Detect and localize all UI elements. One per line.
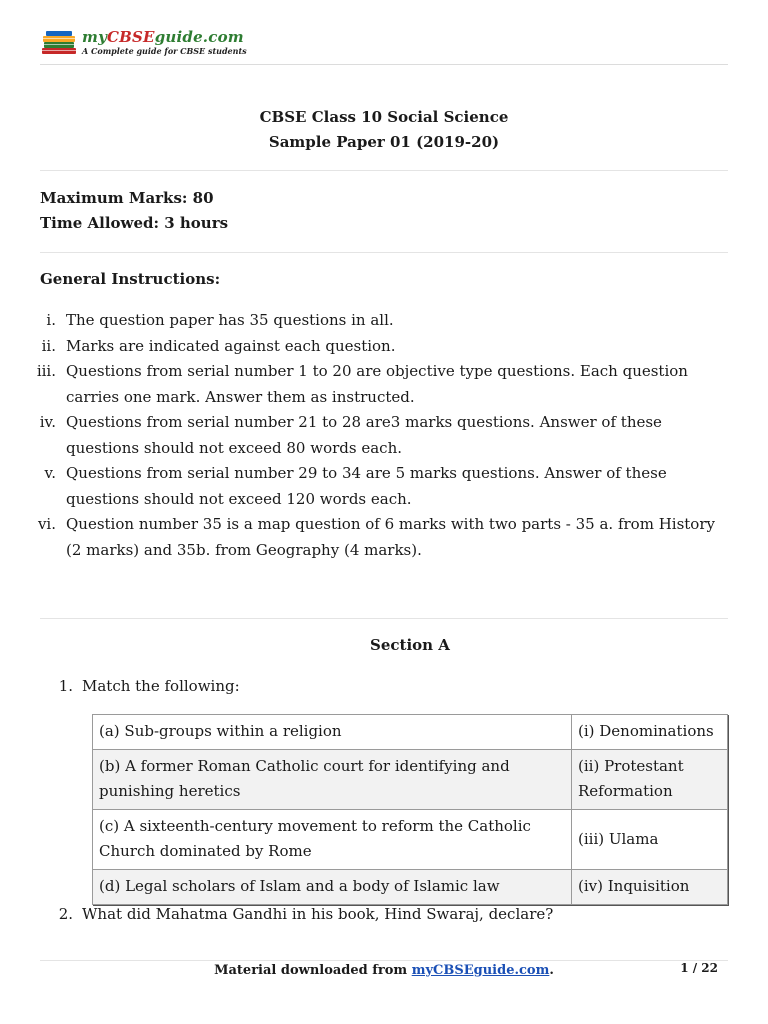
footer-text: Material downloaded from <box>214 963 412 978</box>
page-header <box>40 22 728 65</box>
footer-divider <box>40 960 728 961</box>
instructions-list <box>36 308 728 563</box>
site-logo[interactable] <box>40 26 247 58</box>
instruction-text: Marks are indicated against each question. <box>66 336 396 355</box>
match-right-cell: (iii) Ulama <box>572 810 728 870</box>
instruction-number: iv. <box>39 413 56 431</box>
match-right-cell: (i) Denominations <box>572 715 728 750</box>
instruction-item <box>37 512 728 563</box>
paper-subtitle: Sample Paper 01 (2019-20) <box>268 133 500 151</box>
table-row <box>93 750 728 810</box>
instruction-item <box>40 461 728 512</box>
question-number: 1. <box>58 677 73 695</box>
instruction-text: Questions from serial number 29 to 34 are 5 marks questions. Answer of these questions should not exceed 120 words each. <box>66 464 667 508</box>
divider <box>40 618 728 619</box>
instructions-heading: General Instructions: <box>40 270 221 288</box>
instruction-number: v. <box>44 464 56 482</box>
table-row <box>93 870 728 905</box>
paper-title: CBSE Class 10 Social Science <box>259 108 509 126</box>
instruction-item <box>36 359 728 410</box>
match-left-cell: (b) A former Roman Catholic court for identifying and punishing heretics <box>93 750 572 810</box>
page-number: 1 / 22 <box>680 961 718 975</box>
instruction-item <box>40 308 728 334</box>
divider <box>40 252 728 253</box>
instruction-number: ii. <box>41 336 56 355</box>
match-left-cell: (c) A sixteenth-century movement to reform the Catholic Church dominated by Rome <box>93 810 572 870</box>
question-2 <box>40 905 553 923</box>
instruction-item <box>40 410 728 461</box>
books-logo-icon <box>40 28 80 56</box>
question-text: What did Mahatma Gandhi in his book, Hind Swaraj, declare? <box>82 905 554 923</box>
match-left-cell: (d) Legal scholars of Islam and a body of Islamic law <box>93 870 572 905</box>
instruction-number: vi. <box>37 515 56 533</box>
table-row <box>93 810 728 870</box>
page-footer <box>40 963 728 978</box>
logo-name: myCBSEguide.com <box>82 27 244 46</box>
instruction-item <box>40 334 728 360</box>
instruction-text: Questions from serial number 1 to 20 are objective type questions. Each question carries one mark. Answer them as instructed. <box>66 362 688 406</box>
question-number: 2. <box>58 905 73 923</box>
instruction-number: i. <box>46 311 56 329</box>
question-1 <box>40 677 240 695</box>
divider <box>40 170 728 171</box>
logo-tagline: A Complete guide for CBSE students <box>82 45 247 56</box>
maximum-marks: Maximum Marks: 80 <box>40 189 214 207</box>
footer-suffix: . <box>549 963 554 978</box>
match-right-cell: (ii) Protestant Reformation <box>572 750 728 810</box>
time-allowed: Time Allowed: 3 hours <box>40 214 229 232</box>
section-heading: Section A <box>370 636 450 654</box>
instruction-text: Questions from serial number 21 to 28 are3 marks questions. Answer of these questions should not exceed 80 words each. <box>66 413 662 457</box>
match-left-cell: (a) Sub-groups within a religion <box>93 715 572 750</box>
instruction-text: Question number 35 is a map question of 6 marks with two parts - 35 a. from History (2 marks) and 35b. from Geography (4 marks). <box>66 515 715 559</box>
question-text: Match the following: <box>82 677 240 695</box>
footer-link[interactable]: myCBSEguide.com <box>411 963 550 978</box>
match-right-cell: (iv) Inquisition <box>572 870 728 905</box>
match-table <box>92 714 728 905</box>
table-row <box>93 715 728 750</box>
instruction-number: iii. <box>36 362 56 380</box>
instruction-text: The question paper has 35 questions in all. <box>66 311 394 329</box>
